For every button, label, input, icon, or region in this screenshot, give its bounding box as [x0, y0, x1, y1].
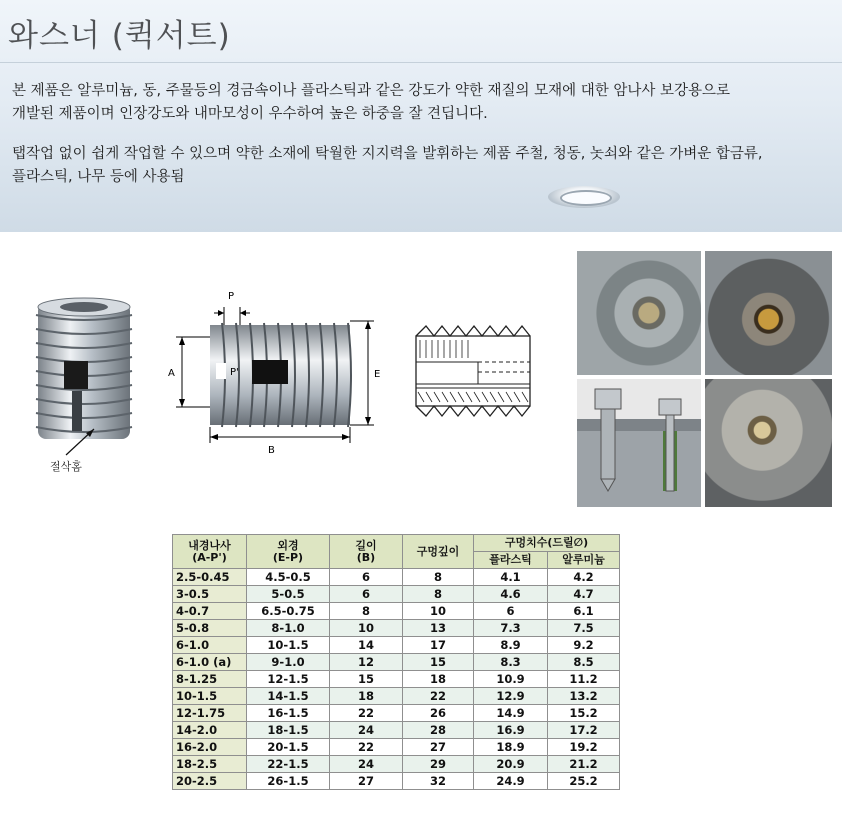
photo-insert-closeup: [705, 379, 832, 507]
table-row: [173, 739, 620, 756]
table-row: [173, 654, 620, 671]
cell-length: 12: [330, 654, 403, 671]
cell-hole-depth: 17: [403, 637, 474, 654]
cell-hole-depth: 28: [403, 722, 474, 739]
cell-aluminum: 13.2: [548, 688, 620, 705]
spec-table: [172, 534, 620, 790]
cell-aluminum: 4.2: [548, 569, 620, 586]
cell-length: 10: [330, 620, 403, 637]
table-row: [173, 569, 620, 586]
cell-hole-depth: 32: [403, 773, 474, 790]
table-row: [173, 586, 620, 603]
cell-hole-depth: 13: [403, 620, 474, 637]
table-row: [173, 620, 620, 637]
description-paragraph-1: [12, 80, 832, 126]
cell-hole-depth: 18: [403, 671, 474, 688]
cell-hole-depth: 8: [403, 586, 474, 603]
cell-inner-thread: 4-0.7: [173, 603, 247, 620]
label-e: E: [374, 369, 381, 380]
cell-outer-thread: 9-1.0: [247, 654, 330, 671]
cell-plastic: 8.3: [474, 654, 548, 671]
cell-length: 6: [330, 569, 403, 586]
table-row: [173, 637, 620, 654]
cell-inner-thread: 18-2.5: [173, 756, 247, 773]
cell-length: 22: [330, 739, 403, 756]
cell-outer-thread: 20-1.5: [247, 739, 330, 756]
cell-plastic: 10.9: [474, 671, 548, 688]
cell-length: 14: [330, 637, 403, 654]
header-inner-thread: 내경나사 (A-P'): [173, 535, 247, 569]
cell-hole-depth: 15: [403, 654, 474, 671]
header-panel: [0, 0, 842, 232]
cell-outer-thread: 18-1.5: [247, 722, 330, 739]
header-aluminum: 알루미늄: [548, 552, 620, 569]
cell-aluminum: 8.5: [548, 654, 620, 671]
cell-outer-thread: 16-1.5: [247, 705, 330, 722]
page-title: 와스너 (퀵서트): [8, 18, 231, 54]
description-line: 탭작업 없이 쉽게 작업할 수 있으며 약한 소재에 탁월한 지지력을 발휘하는 제품 주철, 청동, 놋쇠와 같은 가벼운 합금류,: [12, 146, 763, 162]
cell-plastic: 8.9: [474, 637, 548, 654]
cell-hole-depth: 29: [403, 756, 474, 773]
cell-inner-thread: 14-2.0: [173, 722, 247, 739]
cell-plastic: 24.9: [474, 773, 548, 790]
cell-length: 27: [330, 773, 403, 790]
table-row: [173, 705, 620, 722]
dimension-drawing: [162, 285, 392, 460]
cell-inner-thread: 12-1.75: [173, 705, 247, 722]
cell-outer-thread: 8-1.0: [247, 620, 330, 637]
cell-hole-depth: 22: [403, 688, 474, 705]
cell-aluminum: 15.2: [548, 705, 620, 722]
cell-aluminum: 21.2: [548, 756, 620, 773]
cell-hole-depth: 8: [403, 569, 474, 586]
cell-aluminum: 11.2: [548, 671, 620, 688]
cell-inner-thread: 8-1.25: [173, 671, 247, 688]
cell-hole-depth: 26: [403, 705, 474, 722]
cell-aluminum: 17.2: [548, 722, 620, 739]
cross-section-drawing: [412, 322, 538, 420]
table-row: [173, 773, 620, 790]
description-paragraph-2: [12, 143, 832, 189]
cell-aluminum: 4.7: [548, 586, 620, 603]
cell-outer-thread: 4.5-0.5: [247, 569, 330, 586]
label-p-prime: P': [230, 367, 239, 378]
cell-aluminum: 19.2: [548, 739, 620, 756]
cell-inner-thread: 20-2.5: [173, 773, 247, 790]
cell-inner-thread: 2.5-0.45: [173, 569, 247, 586]
cell-inner-thread: 6-1.0 (a): [173, 654, 247, 671]
ceiling-lamp-ring: [560, 190, 612, 206]
cell-inner-thread: 3-0.5: [173, 586, 247, 603]
table-row: [173, 671, 620, 688]
cell-outer-thread: 6.5-0.75: [247, 603, 330, 620]
spec-table-body: [173, 569, 620, 790]
description-line: 본 제품은 알루미늄, 동, 주물등의 경금속이나 플라스틱과 같은 강도가 약한 재질의 모재에 대한 암나사 보강용으로: [12, 83, 731, 99]
cell-length: 24: [330, 756, 403, 773]
cell-length: 18: [330, 688, 403, 705]
cell-plastic: 6: [474, 603, 548, 620]
cell-length: 22: [330, 705, 403, 722]
photo-section-diagram: [577, 379, 701, 507]
table-row: [173, 722, 620, 739]
title-divider: [0, 62, 842, 63]
cell-outer-thread: 10-1.5: [247, 637, 330, 654]
cell-inner-thread: 6-1.0: [173, 637, 247, 654]
table-row: [173, 603, 620, 620]
table-row: [173, 688, 620, 705]
cell-plastic: 18.9: [474, 739, 548, 756]
cell-plastic: 4.6: [474, 586, 548, 603]
header-plastic: 플라스틱: [474, 552, 548, 569]
cell-inner-thread: 10-1.5: [173, 688, 247, 705]
cell-length: 8: [330, 603, 403, 620]
figure-caption: 절삭홈: [50, 460, 82, 473]
header-hole-depth: 구멍깊이: [403, 535, 474, 569]
photo-brass-insert: [705, 251, 832, 375]
cell-aluminum: 25.2: [548, 773, 620, 790]
cell-outer-thread: 5-0.5: [247, 586, 330, 603]
cell-plastic: 14.9: [474, 705, 548, 722]
cell-plastic: 20.9: [474, 756, 548, 773]
label-p: P: [228, 291, 235, 302]
header-hole-size: 구멍치수(드릴∅): [474, 535, 620, 552]
cell-plastic: 16.9: [474, 722, 548, 739]
header-outer-thread: 외경 (E-P): [247, 535, 330, 569]
cell-hole-depth: 27: [403, 739, 474, 756]
cell-length: 24: [330, 722, 403, 739]
cell-plastic: 12.9: [474, 688, 548, 705]
cell-length: 6: [330, 586, 403, 603]
cell-outer-thread: 22-1.5: [247, 756, 330, 773]
label-a: A: [168, 368, 175, 379]
photo-insert-in-casting: [577, 251, 701, 375]
cell-aluminum: 9.2: [548, 637, 620, 654]
cell-plastic: 7.3: [474, 620, 548, 637]
label-b: B: [268, 445, 275, 456]
cell-aluminum: 7.5: [548, 620, 620, 637]
cell-plastic: 4.1: [474, 569, 548, 586]
description-line: 개발된 제품이며 인장강도와 내마모성이 우수하여 높은 하중을 잘 견딥니다.: [12, 106, 488, 122]
cell-length: 15: [330, 671, 403, 688]
cell-hole-depth: 10: [403, 603, 474, 620]
cell-aluminum: 6.1: [548, 603, 620, 620]
caption-arrow: [60, 425, 110, 459]
cell-outer-thread: 12-1.5: [247, 671, 330, 688]
description-line: 플라스틱, 나무 등에 사용됨: [12, 169, 185, 185]
cell-inner-thread: 16-2.0: [173, 739, 247, 756]
cell-inner-thread: 5-0.8: [173, 620, 247, 637]
section-diagram: [577, 379, 701, 507]
table-row: [173, 756, 620, 773]
cell-outer-thread: 26-1.5: [247, 773, 330, 790]
header-length: 길이 (B): [330, 535, 403, 569]
cell-outer-thread: 14-1.5: [247, 688, 330, 705]
